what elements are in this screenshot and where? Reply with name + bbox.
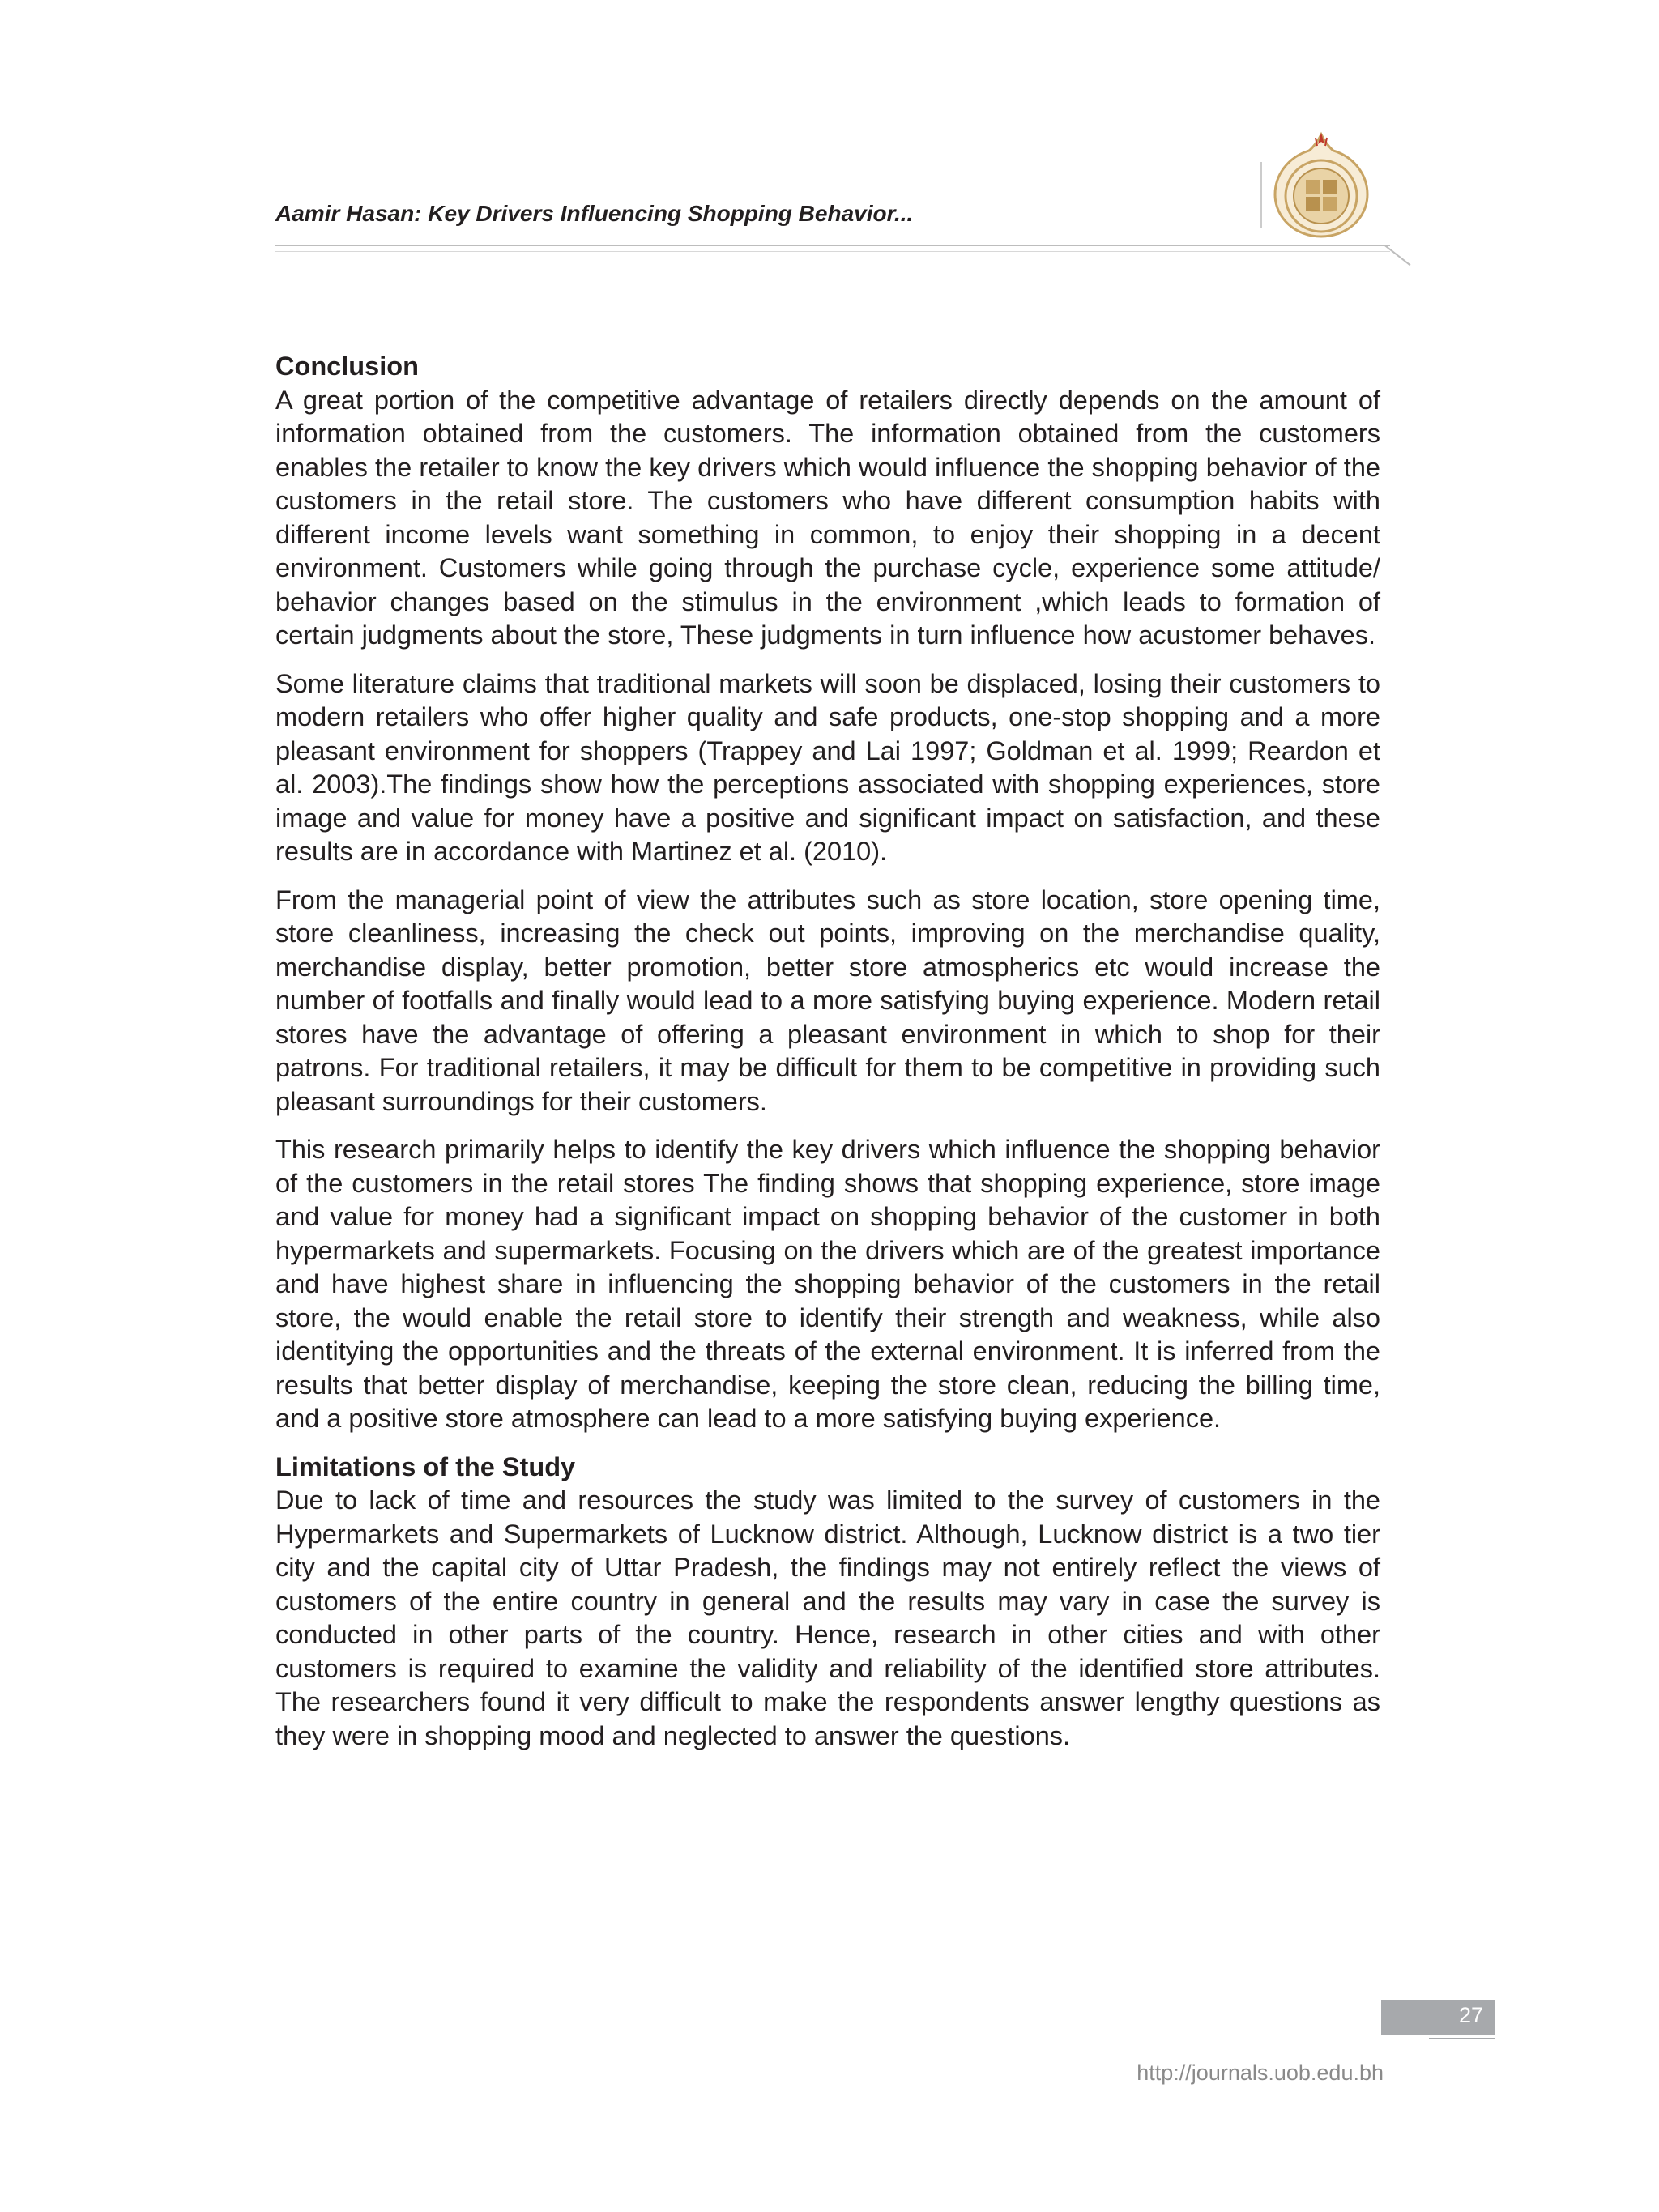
header-rule-secondary	[275, 251, 1390, 252]
section-heading-limitations: Limitations of the Study	[275, 1451, 576, 1481]
university-seal-icon	[1270, 128, 1372, 240]
paragraph: Some literature claims that traditional markets will soon be displaced, losing their customers to modern retailers who offer higher quality and safe products, one-stop shopping and a more pleasant environment for shoppers (Trappey and Lai 1997; Goldman et al. 1999; Reardon et al. 2003).The findings show how the perceptions associated with shopping experiences, store image and value for money have a positive and significant impact on satisfaction, and these results are in accordance with Martinez et al. (2010).	[275, 668, 1380, 866]
header-logo-divider	[1260, 162, 1262, 228]
paragraph: This research primarily helps to identify the key drivers which influence the shopping behavior of the customers in the retail stores The finding shows that shopping experience, store image and value for money had a significant impact on shopping behavior of the customer in both hypermarkets and supermarkets. Focusing on the drivers which are of the greatest importance and have highest share in influencing the shopping behavior of the customers in the retail store, the would enable the retail store to identify their strength and weakness, while also identitying the opportunities and the threats of the external environment. It is inferred from the results that better display of merchandise, keeping the store clean, reducing the billing time, and a positive store atmosphere can lead to a more satisfying buying experience.	[275, 1135, 1380, 1433]
running-header-title: Aamir Hasan: Key Drivers Influencing Shopping Behavior...	[275, 201, 914, 226]
paragraph: Due to lack of time and resources the study was limited to the survey of customers in the Hypermarkets and Supermarkets of Lucknow district. Although, Lucknow district is a two tier city and the capital city of Uttar Pradesh, the findings may not entirely reflect the views of customers of the entire country in general and the results may vary in case the survey is conducted in other parts of the country. Hence, research in other cities and with other customers is required to examine the validity and reliability of the identified store attributes. The researchers found it very difficult to make the respondents answer lengthy questions as they were in shopping mood and neglected to answer the questions.	[275, 1485, 1380, 1750]
page-number: 27	[1458, 2003, 1483, 2027]
header-rule-tail	[1384, 245, 1411, 266]
section-heading-conclusion: Conclusion	[275, 352, 419, 381]
paragraph: A great portion of the competitive advantage of retailers directly depends on the amount of information obtained from the customers. The information obtained from the customers enables the retailer to know the key drivers which would influence the shopping behavior of the customers in the retail store. The customers who have different consumption habits with different income levels want something in common, to enjoy their shopping in a decent environment. Customers while going through the purchase cycle, experience some attitude/ behavior changes based on the stimulus in the environment ,which leads to formation of certain judgments about the store, These judgments in turn influence how acustomer behaves.	[275, 385, 1380, 650]
paragraph: From the managerial point of view the attributes such as store location, store opening time, store cleanliness, increasing the check out points, improving on the merchandise quality, merchandise display, better promotion, better store atmospherics etc would increase the number of footfalls and finally would lead to a more satisfying buying experience. Modern retail stores have the advantage of offering a pleasant environment in which to shop for their patrons. For traditional retailers, it may be difficult for them to be competitive in providing such pleasant surroundings for their customers.	[275, 884, 1380, 1116]
page-number-rule	[1429, 2038, 1495, 2039]
header-rule	[275, 245, 1390, 246]
footer-url: http://journals.uob.edu.bh	[1137, 2061, 1384, 2085]
article-body	[275, 350, 1380, 1767]
page-number-box	[1381, 2000, 1495, 2035]
